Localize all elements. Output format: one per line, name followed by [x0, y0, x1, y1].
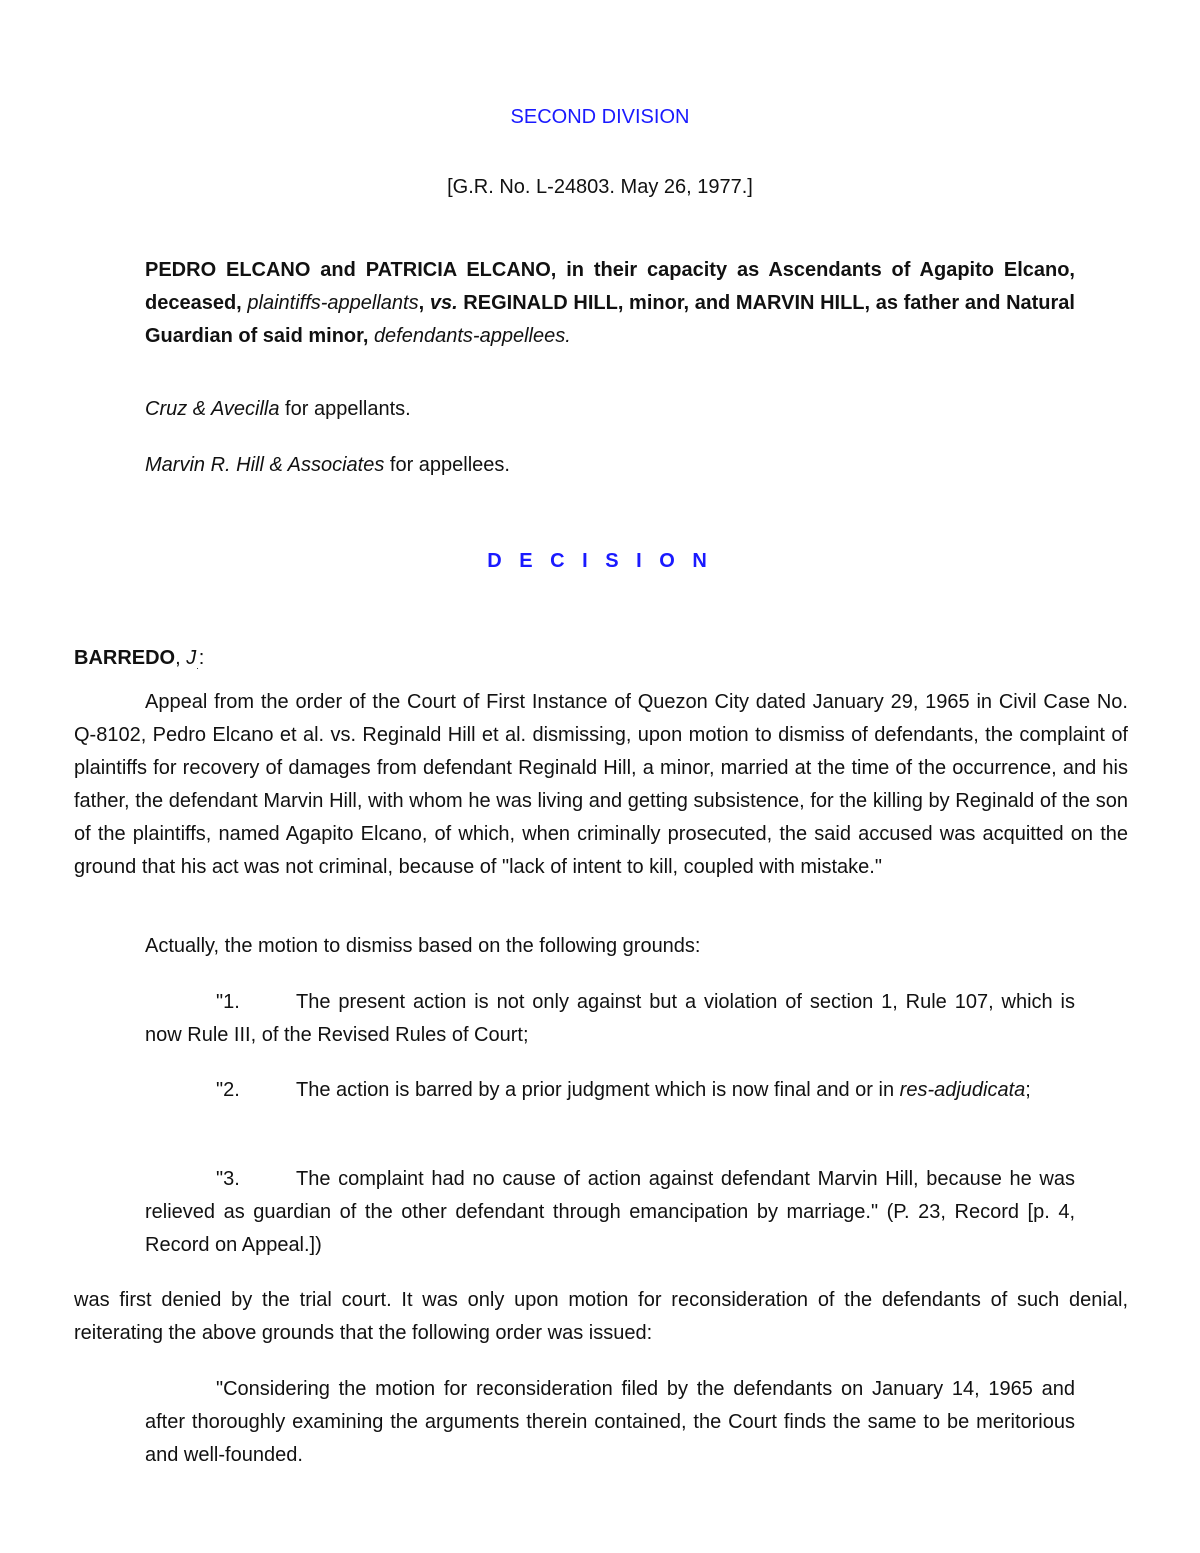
body-paragraph-3: was first denied by the trial court. It was only upon motion for reconsideration of the defendants of such denial, reiterating the above grounds that the following order was issued:: [74, 1289, 1128, 1344]
appellants-counsel-suffix: for appellants.: [279, 398, 411, 420]
versus-label: vs.: [429, 292, 458, 314]
ponente-title-sub: .: [196, 661, 199, 671]
body-paragraph-2: Actually, the motion to dismiss based on the following grounds:: [145, 935, 701, 957]
body-paragraph-1: Appeal from the order of the Court of First Instance of Quezon City dated January 29, 1965 in Civil Case No. Q-8102, Pedro Elcano et al. vs. Reginald Hill et al. dismissing, upon motion to dismiss of defendants, the complaint of plaintiffs for recovery of damages from defendant Reginald Hill, a minor, married at the time of the occurrence, and his father, the defendant Marvin Hill, with whom he was living and getting subsistence, for the killing by Reginald of the son of the plaintiffs, named Agapito Elcano, of which, when criminally prosecuted, the said accused was acquitted on the ground that his act was not criminal, because of "lack of intent to kill, coupled with mistake.": [74, 691, 1128, 878]
division-heading: SECOND DIVISION: [510, 106, 690, 128]
ponente-line: BARREDO, $J_.$:: [74, 647, 205, 671]
ground-2-number: "2.: [216, 1079, 240, 1101]
order-quote: "Considering the motion for reconsideration filed by the defendants on January 14, 1965 and after thoroughly examining the arguments therein contained, the Court finds the same to be meritorious and well-founded.: [145, 1378, 1075, 1466]
appellees-counsel-firm: Marvin R. Hill & Associates: [145, 454, 385, 476]
case-parties: PEDRO ELCANO and PATRICIA ELCANO, in their capacity as Ascendants of Agapito Elcano, deceased, plaintiffs-appellants, vs. REGINALD HILL, minor, and MARVIN HILL, as father and Natural Guardian of said minor, defendants-appellees.: [145, 259, 1075, 347]
appellees-counsel-suffix: for appellees.: [384, 454, 510, 476]
ground-1-number: "1.: [216, 991, 240, 1013]
appellees-counsel: [145, 454, 510, 477]
appellants-counsel: [145, 398, 411, 421]
defendants-names: REGINALD HILL, minor, and MARVIN HILL, as father and Natural Guardian of said minor: [145, 292, 1075, 347]
ground-2-text: The action is barred by a prior judgment which is now final and or in: [296, 1079, 900, 1101]
ground-1: [145, 986, 1075, 1052]
appellants-counsel-firm: Cruz & Avecilla: [145, 398, 280, 420]
ground-3-text: The complaint had no cause of action against defendant Marvin Hill, because he was relieved as guardian of the other defendant through emancipation by marriage." (P. 23, Record [p. 4, Record on Appeal.]): [145, 1168, 1075, 1256]
ground-2-italic: res-adjudicata: [899, 1079, 1026, 1101]
ground-1-text: The present action is not only against but a violation of section 1, Rule 107, which is now Rule III, of the Revised Rules of Court;: [145, 991, 1075, 1046]
case-number: [G.R. No. L-24803. May 26, 1977.]: [447, 176, 753, 198]
ponente-name: BARREDO: [74, 647, 176, 669]
ground-3: [145, 1163, 1075, 1262]
ground-2: [145, 1074, 1075, 1107]
plaintiffs-role: plaintiffs-appellants: [247, 292, 419, 314]
ponente-title: J: [186, 647, 197, 669]
decision-heading: D E C I S I O N: [487, 550, 713, 572]
defendants-role: defendants-appellees.: [373, 325, 571, 347]
ground-2-end: ;: [1025, 1079, 1031, 1101]
plaintiffs-names: PEDRO ELCANO and PATRICIA ELCANO, in their capacity as Ascendants of Agapito Elcano, deceased: [145, 259, 1075, 314]
ground-3-number: "3.: [216, 1168, 240, 1190]
